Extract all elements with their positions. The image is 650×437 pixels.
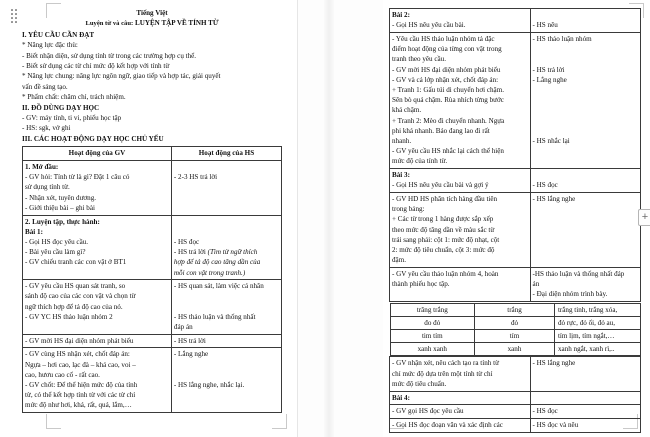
drag-grip-handle[interactable]	[11, 9, 19, 22]
student-activity-line: - HS lắng nghe, nhắc lại.	[173, 381, 245, 390]
word-dark-degree[interactable]: trắng tinh, trắng xóa,	[554, 304, 640, 317]
table-row	[23, 160, 282, 215]
crop-mark-br	[272, 414, 287, 429]
teacher-activity-line: phi khá nhanh. Báo đang lao đi rất	[392, 126, 490, 135]
cell-teacher-activity[interactable]	[390, 9, 531, 33]
teacher-activity-line: - GV chốt: Để thể hiện mức độ của tính	[25, 381, 138, 390]
teacher-activity-line: 2: mức độ tiêu chuẩn, cột 3: mức độ	[392, 245, 495, 254]
student-activity-line: - HS trả lời	[173, 336, 206, 345]
page-left	[0, 0, 297, 437]
word-row	[390, 317, 640, 330]
cell-student-activity[interactable]	[530, 169, 640, 193]
cell-student-activity[interactable]	[171, 280, 281, 335]
teacher-activity-line: mức độ tiêu chuẩn.	[392, 379, 447, 388]
teacher-activity-line: - GV mời HS đại diện nhóm phát biểu	[25, 336, 134, 345]
page-right	[383, 0, 650, 437]
teacher-activity-line: chỉ mức độ dựa trên một tính từ chỉ	[392, 369, 493, 378]
teacher-activity-line: Bài 3:	[392, 171, 410, 180]
student-activity-line	[533, 105, 638, 115]
column-header-hs: Hoạt động của HS	[171, 146, 281, 160]
section-1-line: vấn đề sáng tạo.	[22, 82, 68, 91]
teacher-activity-line: thành phiếu học tập.	[392, 280, 450, 289]
word-table-container	[390, 301, 641, 357]
teacher-activity-line: trong bảng:	[392, 205, 425, 214]
student-activity-line	[174, 370, 279, 380]
crop-mark-bl	[46, 414, 61, 429]
student-activity-line	[174, 360, 279, 370]
teacher-activity-line: - Gọi HS nêu yêu cầu bài và gợi ý	[392, 181, 489, 190]
student-activity-line: - HS trả lời (Tìm từ ngữ thích	[173, 248, 258, 257]
column-header-gv: Hoạt động của GV	[23, 146, 172, 160]
student-activity-line: án	[532, 280, 540, 289]
teacher-activity-line: - GV yêu cầu HS quan sát tranh, so	[25, 282, 126, 291]
cell-student-activity[interactable]	[530, 267, 640, 301]
cell-teacher-activity[interactable]	[390, 405, 531, 419]
teacher-activity-line: khá chậm.	[392, 106, 422, 115]
student-activity-line	[174, 302, 279, 312]
student-activity-line	[533, 85, 638, 95]
teacher-activity-line: 1. Mở đầu:	[25, 162, 59, 171]
teacher-activity-line: mức độ như hơi, khá, rất, quá, lắm,…	[25, 401, 132, 410]
teacher-activity-line: - GV nhận xét, nêu cách tạo ra tính từ	[392, 359, 499, 368]
teacher-activity-line: + Tranh 2: Mèo đi chuyển nhanh. Ngựa	[392, 116, 505, 125]
cell-student-activity[interactable]	[530, 405, 640, 419]
student-activity-line: - HS đọc	[532, 407, 558, 416]
section-1-line: * Năng lực đặc thù:	[22, 41, 78, 50]
teacher-activity-line: - Gọi HS đọc yêu cầu.	[25, 237, 89, 246]
student-activity-line	[533, 170, 638, 180]
student-activity-line: - HS đọc	[173, 237, 200, 246]
teacher-activity-line: theo mức độ tăng dần về màu sắc từ	[392, 225, 495, 234]
teacher-activity-line: ngữ thích hợp để tả độ cao của nó.	[25, 302, 123, 311]
table-row	[390, 405, 641, 419]
student-activity-line	[533, 116, 638, 126]
word-dark-degree[interactable]: xanh ngắt, xanh rì,..	[554, 343, 640, 356]
page-gutter-shadow	[324, 0, 334, 437]
heading-section-1: I. YÊU CẦU CẦN ĐẠT	[22, 30, 95, 39]
teacher-activity-line: cao, hươu cao cổ - rất cao.	[25, 370, 100, 379]
student-activity-line	[533, 126, 638, 136]
page-left-content	[22, 8, 282, 413]
word-light-degree[interactable]: xanh xanh	[390, 343, 475, 356]
lesson-title	[22, 18, 282, 29]
word-standard-degree[interactable]: xanh	[475, 343, 555, 356]
word-dark-degree[interactable]: đỏ rực, đỏ ối, đỏ au,	[554, 317, 640, 330]
student-activity-line	[533, 44, 638, 54]
teacher-activity-line: từ, có thể kết hợp tính từ với các từ chỉ	[25, 391, 136, 400]
student-activity-line: - 2-3 HS trả lời	[173, 173, 218, 182]
teacher-activity-line: - Nhận xét, tuyên dương.	[25, 193, 97, 202]
teacher-activity-line: sánh độ cao của các con vật và chọn từ	[25, 292, 136, 301]
teacher-activity-line: điểm hoạt động của từng con vật trong	[392, 45, 502, 54]
word-table-row	[390, 301, 641, 357]
word-dark-degree[interactable]: tím lịm, tím ngắt,…	[554, 330, 640, 343]
cell-teacher-activity[interactable]	[23, 348, 172, 413]
student-activity-line	[174, 291, 279, 301]
word-row	[390, 304, 640, 317]
student-activity-line	[174, 217, 279, 227]
word-light-degree[interactable]: đo đỏ	[390, 317, 475, 330]
cell-teacher-activity[interactable]	[23, 334, 172, 348]
cell-teacher-activity[interactable]	[390, 32, 531, 168]
cell-teacher-activity[interactable]	[390, 169, 531, 193]
student-activity-line	[174, 162, 279, 172]
page-gutter	[297, 0, 385, 437]
cell-teacher-activity[interactable]	[390, 419, 531, 433]
cell-teacher-activity[interactable]	[390, 267, 531, 301]
cell-student-activity[interactable]	[530, 32, 640, 168]
section-2-line: - GV: máy tính, ti vi, phiếu học tập	[22, 114, 122, 123]
teacher-activity-line: - GV hỏi: Tính từ là gì? Đặt 1 câu có	[25, 173, 130, 182]
student-activity-line	[533, 95, 638, 105]
section-1-line: - Biết nhận diện, sử dụng tính từ trong các trường hợp cụ thể.	[22, 51, 197, 60]
teacher-activity-line: - GV YC HS thảo luận nhóm 2	[25, 312, 113, 321]
table-row	[390, 419, 641, 433]
teacher-activity-line: Bài 2:	[392, 11, 410, 19]
table-row	[390, 391, 641, 405]
teacher-activity-line: nhanh.	[392, 136, 412, 145]
page-right-content	[389, 8, 641, 433]
cell-student-activity[interactable]	[530, 391, 640, 405]
italic-note: (Tìm từ ngữ thích	[207, 248, 258, 257]
student-activity-line: hợp để tả độ cao tăng dần của	[173, 258, 261, 267]
student-activity-line: - HS thảo luận nhóm	[532, 34, 592, 43]
cell-student-activity[interactable]	[530, 419, 640, 433]
student-activity-line: - HS nhắc lại	[532, 136, 570, 145]
activities-table-right	[389, 8, 641, 433]
section-1-line: - Biết sử dụng các từ chỉ mức độ kết hợp với tính từ	[22, 62, 170, 71]
student-activity-line	[533, 54, 638, 64]
activities-table-left	[22, 146, 282, 413]
teacher-activity-line: + Các từ trong 1 hàng được sắp xếp	[392, 215, 494, 224]
word-standard-degree[interactable]: đỏ	[475, 317, 555, 330]
teacher-activity-line: - GV cùng HS nhận xét, chốt đáp án:	[25, 350, 130, 359]
student-activity-line: - HS đọc	[532, 181, 558, 190]
teacher-activity-line: Bài 4:	[392, 393, 410, 402]
student-activity-line: - HS thảo luận và thống nhất	[173, 312, 256, 321]
table-row	[23, 215, 282, 280]
teacher-activity-line: + Tranh 1: Gấu túi di chuyển hơi chậm.	[392, 85, 504, 94]
teacher-activity-line: - GV chiếu tranh các con vật ở BT1	[25, 258, 127, 267]
student-activity-line: mỗi con vật trong tranh.)	[173, 268, 246, 277]
student-activity-line: - HS quan sát, làm việc cá nhân	[173, 282, 264, 291]
lesson-title-main: LUYỆN TẬP VỀ TÍNH TỪ	[134, 19, 219, 28]
section-2-line: - HS: sgk, vở ghi	[22, 124, 71, 133]
table-header-row	[23, 146, 282, 160]
teacher-activity-line: sử dụng tính từ.	[25, 183, 70, 192]
cell-student-activity[interactable]	[171, 334, 281, 348]
cell-teacher-activity[interactable]	[390, 357, 531, 391]
student-activity-line: - Lắng nghe	[532, 75, 567, 84]
teacher-activity-line: - GV yêu cầu thảo luận nhóm 4, hoàn	[392, 269, 499, 278]
teacher-activity-line: - Bài yêu cầu làm gì?	[25, 248, 86, 257]
lesson-title-prefix: Luyện từ và câu:	[85, 20, 134, 28]
word-row	[390, 330, 640, 343]
teacher-activity-line: - Gọi HS đọc đoạn văn và xác định các	[392, 421, 503, 429]
add-row-button[interactable]: +	[638, 209, 650, 226]
cell-student-activity[interactable]	[530, 9, 640, 33]
teacher-activity-line: - GV HD HS phân tích hàng đầu tiên	[392, 194, 498, 203]
cell-teacher-activity[interactable]	[390, 391, 531, 405]
student-activity-line	[533, 10, 638, 20]
subject-title: Tiếng Việt	[136, 9, 168, 17]
table-row	[23, 348, 282, 413]
student-activity-line: đáp án	[173, 323, 193, 332]
table-row	[390, 32, 641, 168]
teacher-activity-line: mức độ của tính từ.	[392, 157, 448, 166]
section-1-line: * Phẩm chất: chăm chỉ, trách nhiệm.	[22, 93, 126, 102]
word-standard-degree[interactable]: tím	[475, 330, 555, 343]
teacher-activity-line: trái sang phải: cột 1: mức độ nhạt, cột	[392, 235, 500, 244]
cell-teacher-activity[interactable]	[23, 215, 172, 280]
student-activity-line: - Lắng nghe	[173, 350, 209, 359]
cell-teacher-activity[interactable]	[23, 280, 172, 335]
table-row	[390, 192, 641, 267]
student-activity-line: - Đại diện nhóm trình bày.	[532, 290, 608, 299]
cell-student-activity[interactable]	[171, 348, 281, 413]
table-row	[23, 334, 282, 348]
table-row	[23, 280, 282, 335]
section-1-line: * Năng lực chung: năng lực ngôn ngữ, giao tiếp và hợp tác, giải quyết	[22, 72, 221, 81]
teacher-activity-line: - GV gọi HS đọc yêu cầu	[392, 407, 464, 416]
teacher-activity-line: - Gọi HS nêu yêu cầu bài.	[392, 21, 466, 30]
teacher-activity-line: - GV yêu cầu HS nhắc lại cách thể hiện	[392, 147, 504, 156]
teacher-activity-line: - GV và cả lớp nhận xét, chốt đáp án:	[392, 75, 499, 84]
heading-section-3: III. CÁC HOẠT ĐỘNG DẠY HỌC CHỦ YẾU	[22, 134, 164, 143]
cell-student-activity[interactable]	[530, 192, 640, 267]
degree-words-table	[390, 303, 641, 356]
teacher-activity-line: Sên bò quá chậm. Rùa nhích từng bước	[392, 96, 504, 105]
student-activity-line: -HS thảo luận và thống nhất đáp	[532, 269, 625, 278]
table-row	[390, 357, 641, 391]
cell-teacher-activity[interactable]	[23, 160, 172, 215]
table-row	[390, 9, 641, 33]
word-light-degree[interactable]: tim tím	[390, 330, 475, 343]
teacher-activity-line: - Giới thiệu bài – ghi bài	[25, 203, 95, 212]
teacher-activity-line: 2. Luyện tập, thực hành:	[25, 217, 100, 226]
word-row	[390, 343, 640, 356]
cell-student-activity[interactable]	[171, 160, 281, 215]
student-activity-line: - HS lắng nghe	[532, 194, 576, 203]
student-activity-line: - HS lắng nghe	[532, 359, 576, 368]
student-activity-line	[533, 393, 638, 403]
table-row	[390, 169, 641, 193]
teacher-activity-line: Bài 1:	[25, 227, 43, 236]
word-light-degree[interactable]: trăng trắng	[390, 304, 475, 317]
table-row	[390, 267, 641, 301]
teacher-activity-line: - GV mời HS đại diện nhóm phát biểu	[392, 65, 501, 74]
student-activity-line: - HS nêu	[532, 21, 558, 30]
teacher-activity-line: đậm.	[392, 256, 406, 265]
cell-student-activity[interactable]	[530, 357, 640, 391]
cell-student-activity[interactable]	[171, 215, 281, 280]
teacher-activity-line: - Yêu cầu HS thảo luận nhóm tả đặc	[392, 34, 495, 43]
student-activity-line: - HS trả lời	[532, 65, 565, 74]
teacher-activity-line: tranh theo yêu cầu.	[392, 55, 446, 64]
word-standard-degree[interactable]: trắng	[475, 304, 555, 317]
student-activity-line	[174, 227, 279, 237]
student-activity-line: - HS đọc và nêu	[532, 421, 579, 429]
cell-teacher-activity[interactable]	[390, 192, 531, 267]
heading-section-2: II. ĐỒ DÙNG DẠY HỌC	[22, 103, 100, 112]
teacher-activity-line: Ngựa – hơi cao, lạc đà – khá cao, voi –	[25, 360, 136, 369]
